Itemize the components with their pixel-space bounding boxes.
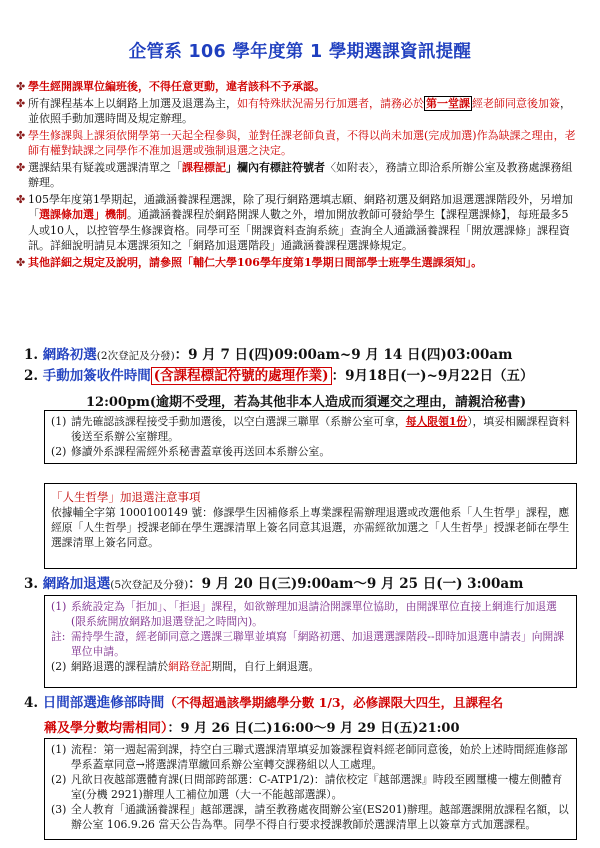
item-number: (2)	[51, 445, 67, 458]
page-title: 企管系 106 學年度第 1 學期選課資訊提醒	[128, 42, 472, 62]
section-time: ：9 月 20 日(三)9:00am～9 月 25 日(一) 3:00am	[188, 576, 524, 592]
section-number: 3.	[24, 576, 39, 592]
item-text: 網路退選的課程請於	[71, 660, 169, 673]
box-item	[51, 599, 570, 629]
note-item	[16, 96, 576, 127]
note-text-red: 選課條加選」機制	[39, 208, 127, 221]
life-philosophy-text: 依據輔全字第 1000100149 號：修課學生因補修系上專業課程需辦理退選或改選他系「人生哲學」課程，應經原「人生哲學」授課老師在學生選課清單上簽名同意其退選，亦需經欲加選之「人生哲學」授課老師在學生選課清單上簽名同意。	[51, 506, 570, 549]
life-philosophy-title: 「人生哲學」加退選注意事項	[51, 490, 201, 504]
box-item	[51, 802, 570, 832]
item-text: 需持學生證，經老師同意之選課三聯單並填寫「網路初選、加退選選課階段--即時加退選申請表」向開課單位申請。	[71, 630, 565, 658]
item-number: (1)	[51, 415, 67, 428]
item-text: 請先確認該課程接受手動加選後，以空白選課三聯單（系辦公室可拿，	[71, 415, 406, 428]
section-condition: （不得超過該學期總學分數 1/3，必修課限大四生，且課程名	[164, 695, 504, 710]
section-label: 網路初選	[42, 347, 97, 363]
note-item	[16, 192, 576, 254]
note-text: 選課結果有疑義或選課清單之「	[28, 160, 182, 174]
section-sub: 12:00pm(逾期不受理，若為其他非本人造成而須遲交之理由，請親洽秘書)	[86, 395, 527, 410]
diamond-bullet-icon: ✤	[16, 192, 26, 206]
section-condition-cont: 稱及學分數均需相同）	[44, 721, 168, 736]
diamond-bullet-icon: ✤	[16, 255, 26, 269]
section-time: ：9 月 7 日(四)09:00am~9 月 14 日(四)03:00am	[174, 347, 513, 363]
diamond-bullet-icon: ✤	[16, 160, 26, 174]
note-item	[16, 255, 576, 271]
item-number: 註:	[51, 630, 66, 643]
online-add-drop-box	[44, 595, 577, 688]
first-class-highlight: 第一堂課	[426, 96, 470, 110]
section-day-evening	[24, 694, 584, 712]
notes-list	[16, 79, 576, 271]
note-text-bold: 」欄內有標註符號者	[226, 160, 325, 174]
box-item	[51, 629, 570, 659]
manual-add-box	[44, 410, 577, 464]
section-label: 網路加退選	[42, 576, 111, 592]
item-text: 全人教育「通識涵養課程」越部選課，請至教務處夜間辦公室(ES201)辦理。越部選課開放課程名額，以辦公室 106.9.26 當天公告為準。同學不得自行要求授課教師於選課清單上以簽章方式加選課程。	[71, 803, 569, 831]
note-text: 所有課程基本上以網路上加選及退選為主，	[28, 96, 237, 110]
section-manual-add	[24, 367, 584, 385]
item-number: (1)	[51, 743, 67, 756]
item-text: 期間，自行上網退選。	[211, 660, 320, 673]
note-text-red: 課程標記	[182, 160, 226, 174]
section-time: ：9月18日(一)~9月22日（五）	[331, 368, 534, 384]
box-item	[51, 414, 570, 444]
rules-link[interactable]: 輔仁大學106學年度第1學期日間部學士班學生選課須知	[193, 255, 466, 269]
item-text-red: 每人限領1份	[405, 415, 468, 428]
box-item	[51, 772, 570, 802]
box-item	[51, 742, 570, 772]
note-item	[16, 160, 576, 191]
section-online-preselect	[24, 346, 584, 365]
note-text-red: 學生修課與上課須依開學第一天起全程參與，並對任課老師負責，不得以尚未加選(完成加選)作為缺課之理由，老師有權對缺課之同學作不准加退選或強制退選之決定。	[28, 128, 576, 157]
box-item	[51, 444, 570, 459]
section-sub	[44, 717, 460, 736]
section-number: 2.	[24, 368, 39, 384]
item-text: 凡欲日夜越部選體育課(日間部跨部選：C-ATP1/2)：請依校定『越部選課』時段至國璽樓一樓左側體育室(分機 2921)辦理人工補位加選（大一不能越部選課）。	[71, 773, 563, 801]
note-text: 學生經開課單位編班後，不得任意更動，違者該科不予承認。	[28, 80, 325, 93]
section-tag: (含課程標記符號的處理作業)	[151, 367, 332, 385]
item-text: 系統設定為「拒加」、「拒退」課程，如欲辦理加退請洽開課單位協助，由開課單位直接上網進行加退選(限系統開放網路加退選登記之時間內)。	[71, 600, 557, 628]
note-text-red: 如有特殊狀況需另行加選者，請務必於	[237, 96, 424, 110]
item-text-red: 網路登記	[168, 660, 212, 673]
item-text: 修讀外系課程需經外系秘書蓋章後再送回本系辦公室。	[71, 445, 331, 458]
diamond-bullet-icon: ✤	[16, 128, 26, 142]
item-text: 流程：第一週起需到課，持空白三聯式選課清單填妥加簽課程資料經老師同意後，始於上述時間經進修部學系蓋章同意→將選課清單繳回系辦公室轉交課務組以人工處理。	[71, 743, 568, 771]
diamond-bullet-icon: ✤	[16, 80, 26, 93]
note-text: ，並依照手動加選時間及規定辦理。	[28, 96, 571, 125]
note-text: 〈如附表〉，務請立即洽系所辦公室及教務處課務組辦理。	[28, 160, 573, 189]
note-text-red: 」。	[465, 255, 483, 269]
item-number: (2)	[51, 660, 67, 673]
item-number: (3)	[51, 803, 67, 816]
note-text: 。通識涵養課程於網路開課人數之外，增加開放教師可發給學生【課程選課條】，每班最多5人或10人，以控管學生修課資格。同學可至「開課資料查詢系統」查詢全人通識涵養課程「開放選課條」課程資訊。詳細說明請見本選課須知之「網路加退選階段」通識涵養課程選課條規定。	[28, 208, 570, 252]
life-philosophy-box	[44, 483, 577, 569]
section-label: 手動加簽收件時間	[42, 368, 151, 384]
item-text: ），填妥相關課程資料後送至系辦公室辦理。	[71, 415, 570, 443]
section-number: 4.	[24, 695, 39, 711]
note-text: 105學年度第1學期起，通識涵養課程選課，除了現行網路選填志願、網路初選及網路加退選選課階段外，另增加「	[28, 192, 573, 221]
box-item	[51, 659, 570, 674]
note-text-red: 其他詳細之規定及說明，請參照「	[28, 255, 193, 269]
note-item	[16, 128, 576, 159]
item-number: (2)	[51, 773, 67, 786]
section-online-add-drop	[24, 575, 584, 594]
item-number: (1)	[51, 600, 67, 613]
day-evening-box	[44, 738, 577, 840]
diamond-bullet-icon: ✤	[16, 96, 26, 110]
section-note: (2次登記及分發)	[96, 350, 175, 362]
note-text-red: 經老師同意後加簽	[472, 96, 560, 110]
section-time: ：9 月 26 日(二)16:00～9 月 29 日(五)21:00	[167, 721, 460, 736]
section-label: 日間部選進修部時間	[42, 695, 165, 711]
section-number: 1.	[24, 347, 39, 363]
section-note: (5次登記及分發)	[110, 579, 189, 591]
note-item	[16, 79, 576, 95]
